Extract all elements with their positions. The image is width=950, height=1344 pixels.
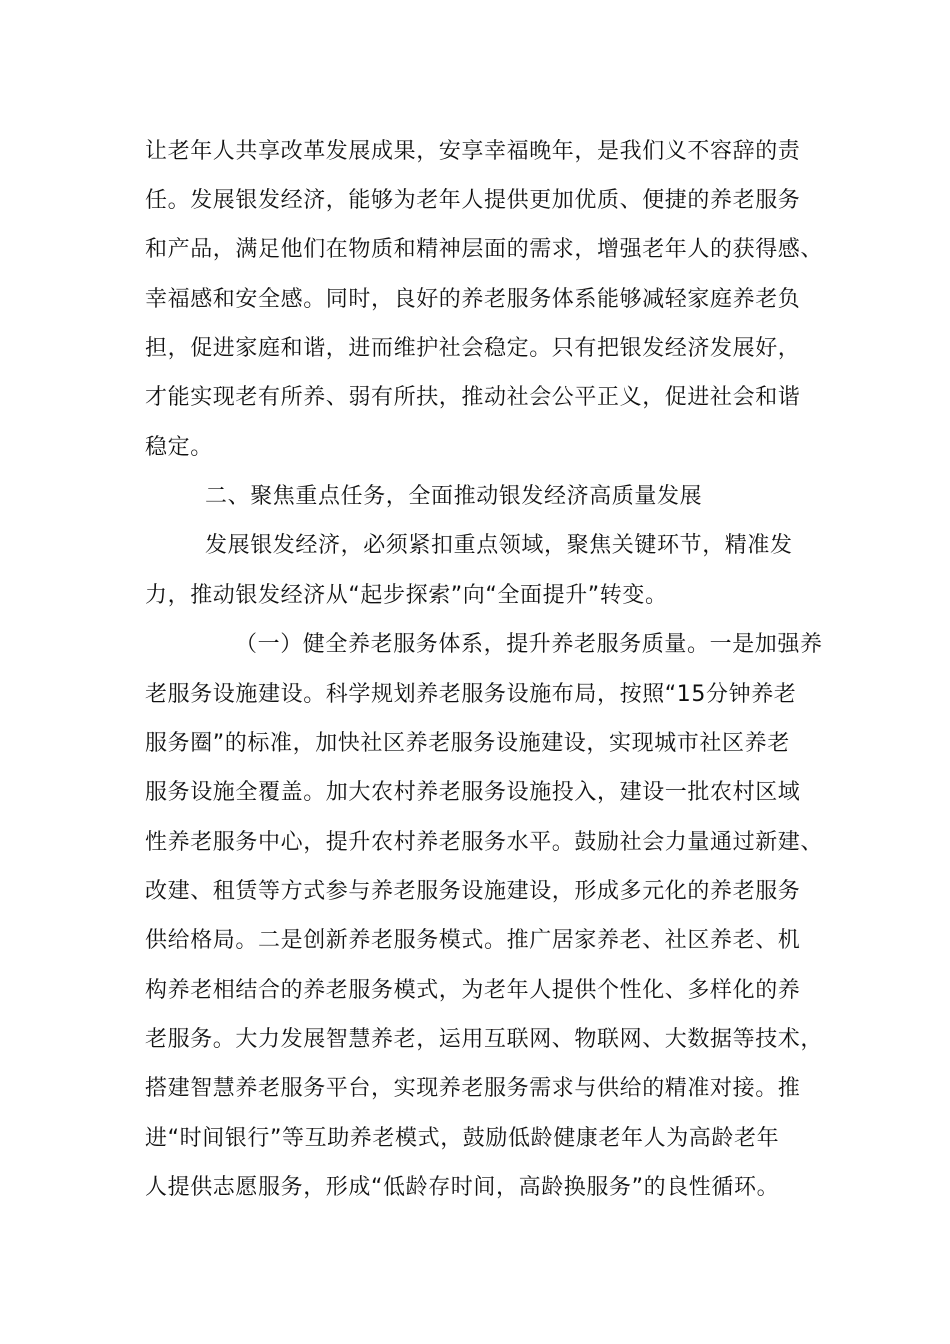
text-line: 幸福感和安全感。同时，良好的养老服务体系能够减轻家庭养老负 <box>145 287 801 312</box>
text-line: 和产品，满足他们在物质和精神层面的需求，增强老年人的获得感、 <box>145 237 824 262</box>
text-line: 担，促进家庭和谐，进而维护社会稳定。只有把银发经济发展好， <box>145 336 801 361</box>
section-heading: 二、聚焦重点任务，全面推动银发经济高质量发展 <box>205 484 703 509</box>
text-line: 性养老服务中心，提升农村养老服务水平。鼓励社会力量通过新建、 <box>145 830 824 855</box>
text-line: 老服务设施建设。科学规划养老服务设施布局，按照“15分钟养老 <box>145 682 797 707</box>
text-line: 搭建智慧养老服务平台，实现养老服务需求与供给的精准对接。推 <box>145 1076 801 1101</box>
text-line: 稳定。 <box>145 435 213 460</box>
text-line: 力，推动银发经济从“起步探索”向“全面提升”转变。 <box>145 583 668 608</box>
text-line: 让老年人共享改革发展成果，安享幸福晚年，是我们义不容辞的责 <box>145 139 801 164</box>
text-line: 改建、租赁等方式参与养老服务设施建设，形成多元化的养老服务 <box>145 879 801 904</box>
text-line: 任。发展银发经济，能够为老年人提供更加优质、便捷的养老服务 <box>145 188 801 213</box>
text-line: 人提供志愿服务，形成“低龄存时间，高龄换服务”的良性循环。 <box>145 1175 780 1200</box>
text-line: 进“时间银行”等互助养老模式，鼓励低龄健康老年人为高龄老年 <box>145 1126 780 1151</box>
text-line: 服务圈”的标准，加快社区养老服务设施建设，实现城市社区养老 <box>145 731 790 756</box>
text-line: 发展银发经济，必须紧扣重点领域，聚焦关键环节，精准发 <box>205 533 793 558</box>
subsection-line: （一）健全养老服务体系，提升养老服务质量。一是加强养 <box>235 632 823 657</box>
text-line: 供给格局。二是创新养老服务模式。推广居家养老、社区养老、机 <box>145 928 801 953</box>
text-line: 构养老相结合的养老服务模式，为老年人提供个性化、多样化的养 <box>145 978 801 1003</box>
text-line: 服务设施全覆盖。加大农村养老服务设施投入，建设一批农村区域 <box>145 780 801 805</box>
text-line: 老服务。大力发展智慧养老，运用互联网、物联网、大数据等技术， <box>145 1027 824 1052</box>
text-line: 才能实现老有所养、弱有所扶，推动社会公平正义，促进社会和谐 <box>145 385 801 410</box>
